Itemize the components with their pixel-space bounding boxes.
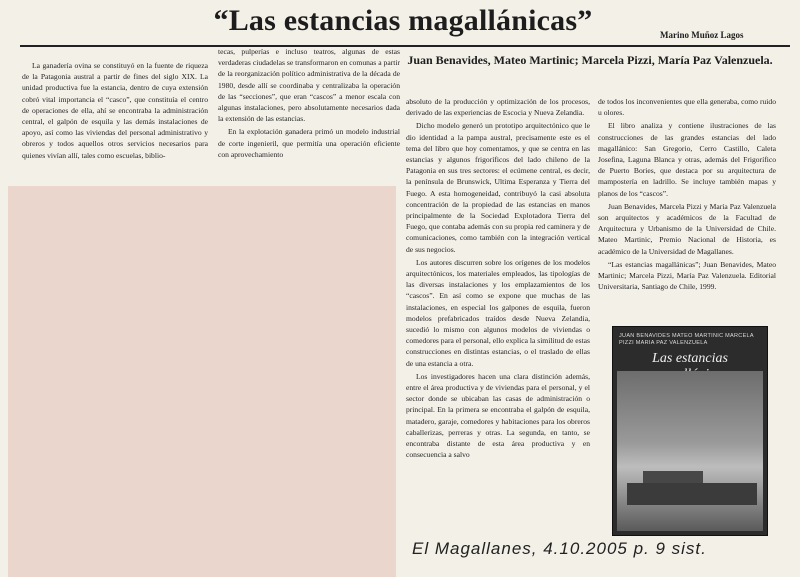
paragraph: “Las estancias magallánicas”; Juan Benavides, Mateo Martinic; Marcela Pizzi, María Paz Valenzuela. Editorial Universitaria, Santiago de Chile, 1999.: [598, 259, 776, 292]
byline: Marino Muñoz Lagos: [660, 30, 744, 40]
paragraph: El libro analiza y contiene ilustraciones de las construcciones de las grandes estancias del lado magallánico: San Gregorio, Cerro Castillo, Caleta Josefina, Laguna Blanca y otras, además del Frigorífico de Puerto Bories, que destaca por su arquitectura de mampostería en ladrillo. Se incluye también mapas y planos de los “cascos”.: [598, 121, 776, 198]
handwritten-source-note: El Magallanes, 4.10.2005 p. 9 sist.: [412, 539, 707, 558]
paragraph: Juan Benavides, Marcela Pizzi y María Paz Valenzuela son arquitectos y académicos de la Facultad de Arquitectura y Urbanismo de la Universidad de Chile. Mateo Martinic, Premio Nacional de Historia, es académico de la Universidad de Magallanes.: [598, 201, 776, 256]
paragraph: absoluto de la producción y optimización de los procesos, derivado de las experiencias de Escocia y Nueva Zelandia.: [406, 97, 590, 118]
paragraph: de todos los inconvenientes que ella generaba, como ruido u olores.: [598, 97, 776, 118]
book-authors-heading: Juan Benavides, Mateo Martinic; Marcela Pizzi, María Paz Valenzuela.: [407, 53, 773, 67]
paragraph: Dicho modelo generó un prototipo arquitectónico que le dio identidad a la pampa austral, precisamente este es el tema del libro que hoy comentamos, y que se centra en las estancias y algunos frigoríficos del lado chileno de la Patagonia en sus tres sectores: el ecúmene central, es decir, la península de Brunswick, Ultima Esperanza y Tierra del Fuego. A esta homogeneidad, contribuyó la casi absoluta concentración de la propiedad de las estancias en manos principalmente de la Sociedad Explotadora Tierra del Fuego, que contaba además con su propia red caminera y de comunicaciones, como también con la integración vertical de sus negocios.: [406, 121, 590, 254]
title-rule: [20, 45, 790, 47]
paragraph: La ganadería ovina se constituyó en la fuente de riqueza de la Patagonia austral a partir de fines del siglo XIX. La unidad productiva fue la estancia, dentro de cuya extensión cobró vital importancia el “casco”, que constituía el centro de operaciones de ella, ahí se encontraba la administración central, el galpón de esquila y las demás instalaciones de apoyo, así como las viviendas del personal administrativo y obreros y todos aquellos otros servicios necesarios para quienes vivían allí, tales como escuelas, biblio-: [22, 61, 208, 160]
paragraph: Los investigadores hacen una clara distinción además, entre el área productiva y de viviendas para el personal, y el sector donde se ubicaban las casas de administración o principal. En la primera se encontraba el galpón de esquila, matadero, garaje, comedores y habitaciones para los obreros caballerizas, perreras y otras. La segunda, en tanto, se encontraba distante de esta área productiva y en consecuencia a salvo: [406, 371, 590, 460]
article-title: “Las estancias magallánicas”: [213, 4, 593, 37]
paragraph: Los autores discurren sobre los orígenes de los modelos arquitectónicos, los materiales empleados, las tipologías de las diversas instalaciones y los emplazamientos de los “cascos”. En así como se expone que muchas de las instalaciones, en especial los galpones de esquila, fueron modelos prefabricados traídos desde Nueva Zelandia, sucedió lo mismo con algunos modelos de viviendas o comedores para el personal, ello explica la similitud de estas construcciones en distintas estancias, o el traslado de ellas de una estancia a otra.: [406, 257, 590, 368]
column-3: [406, 96, 590, 532]
cover-building-shape: [627, 483, 757, 505]
cover-photo: [617, 371, 763, 531]
column-2: [218, 46, 400, 184]
paragraph: tecas, pulperías e incluso teatros, algunas de estas verdaderas ciudadelas se transformaron en comunas a partir de la reorganización político administrativa de la década de 1980, desde allí se coordinaba y centralizaba la operación de las “secciones”, que eran “cascos” a menor escala con algunas instalaciones, pero absolutamente necesarios dada la extensión de las estancias.: [218, 47, 400, 124]
paragraph: En la explotación ganadera primó un modelo industrial de corte ingenieril, que permitía una operación eficiente con aprovechamiento: [218, 127, 400, 159]
redacted-block: [8, 186, 396, 577]
cover-title: Las estancias: [652, 351, 728, 366]
cover-authors: JUAN BENAVIDES MATEO MARTINIC MARCELA PIZZI MARIA PAZ VALENZUELA: [619, 333, 754, 346]
book-cover-image: [612, 326, 768, 536]
column-1: [22, 60, 208, 184]
column-4: [598, 96, 776, 321]
